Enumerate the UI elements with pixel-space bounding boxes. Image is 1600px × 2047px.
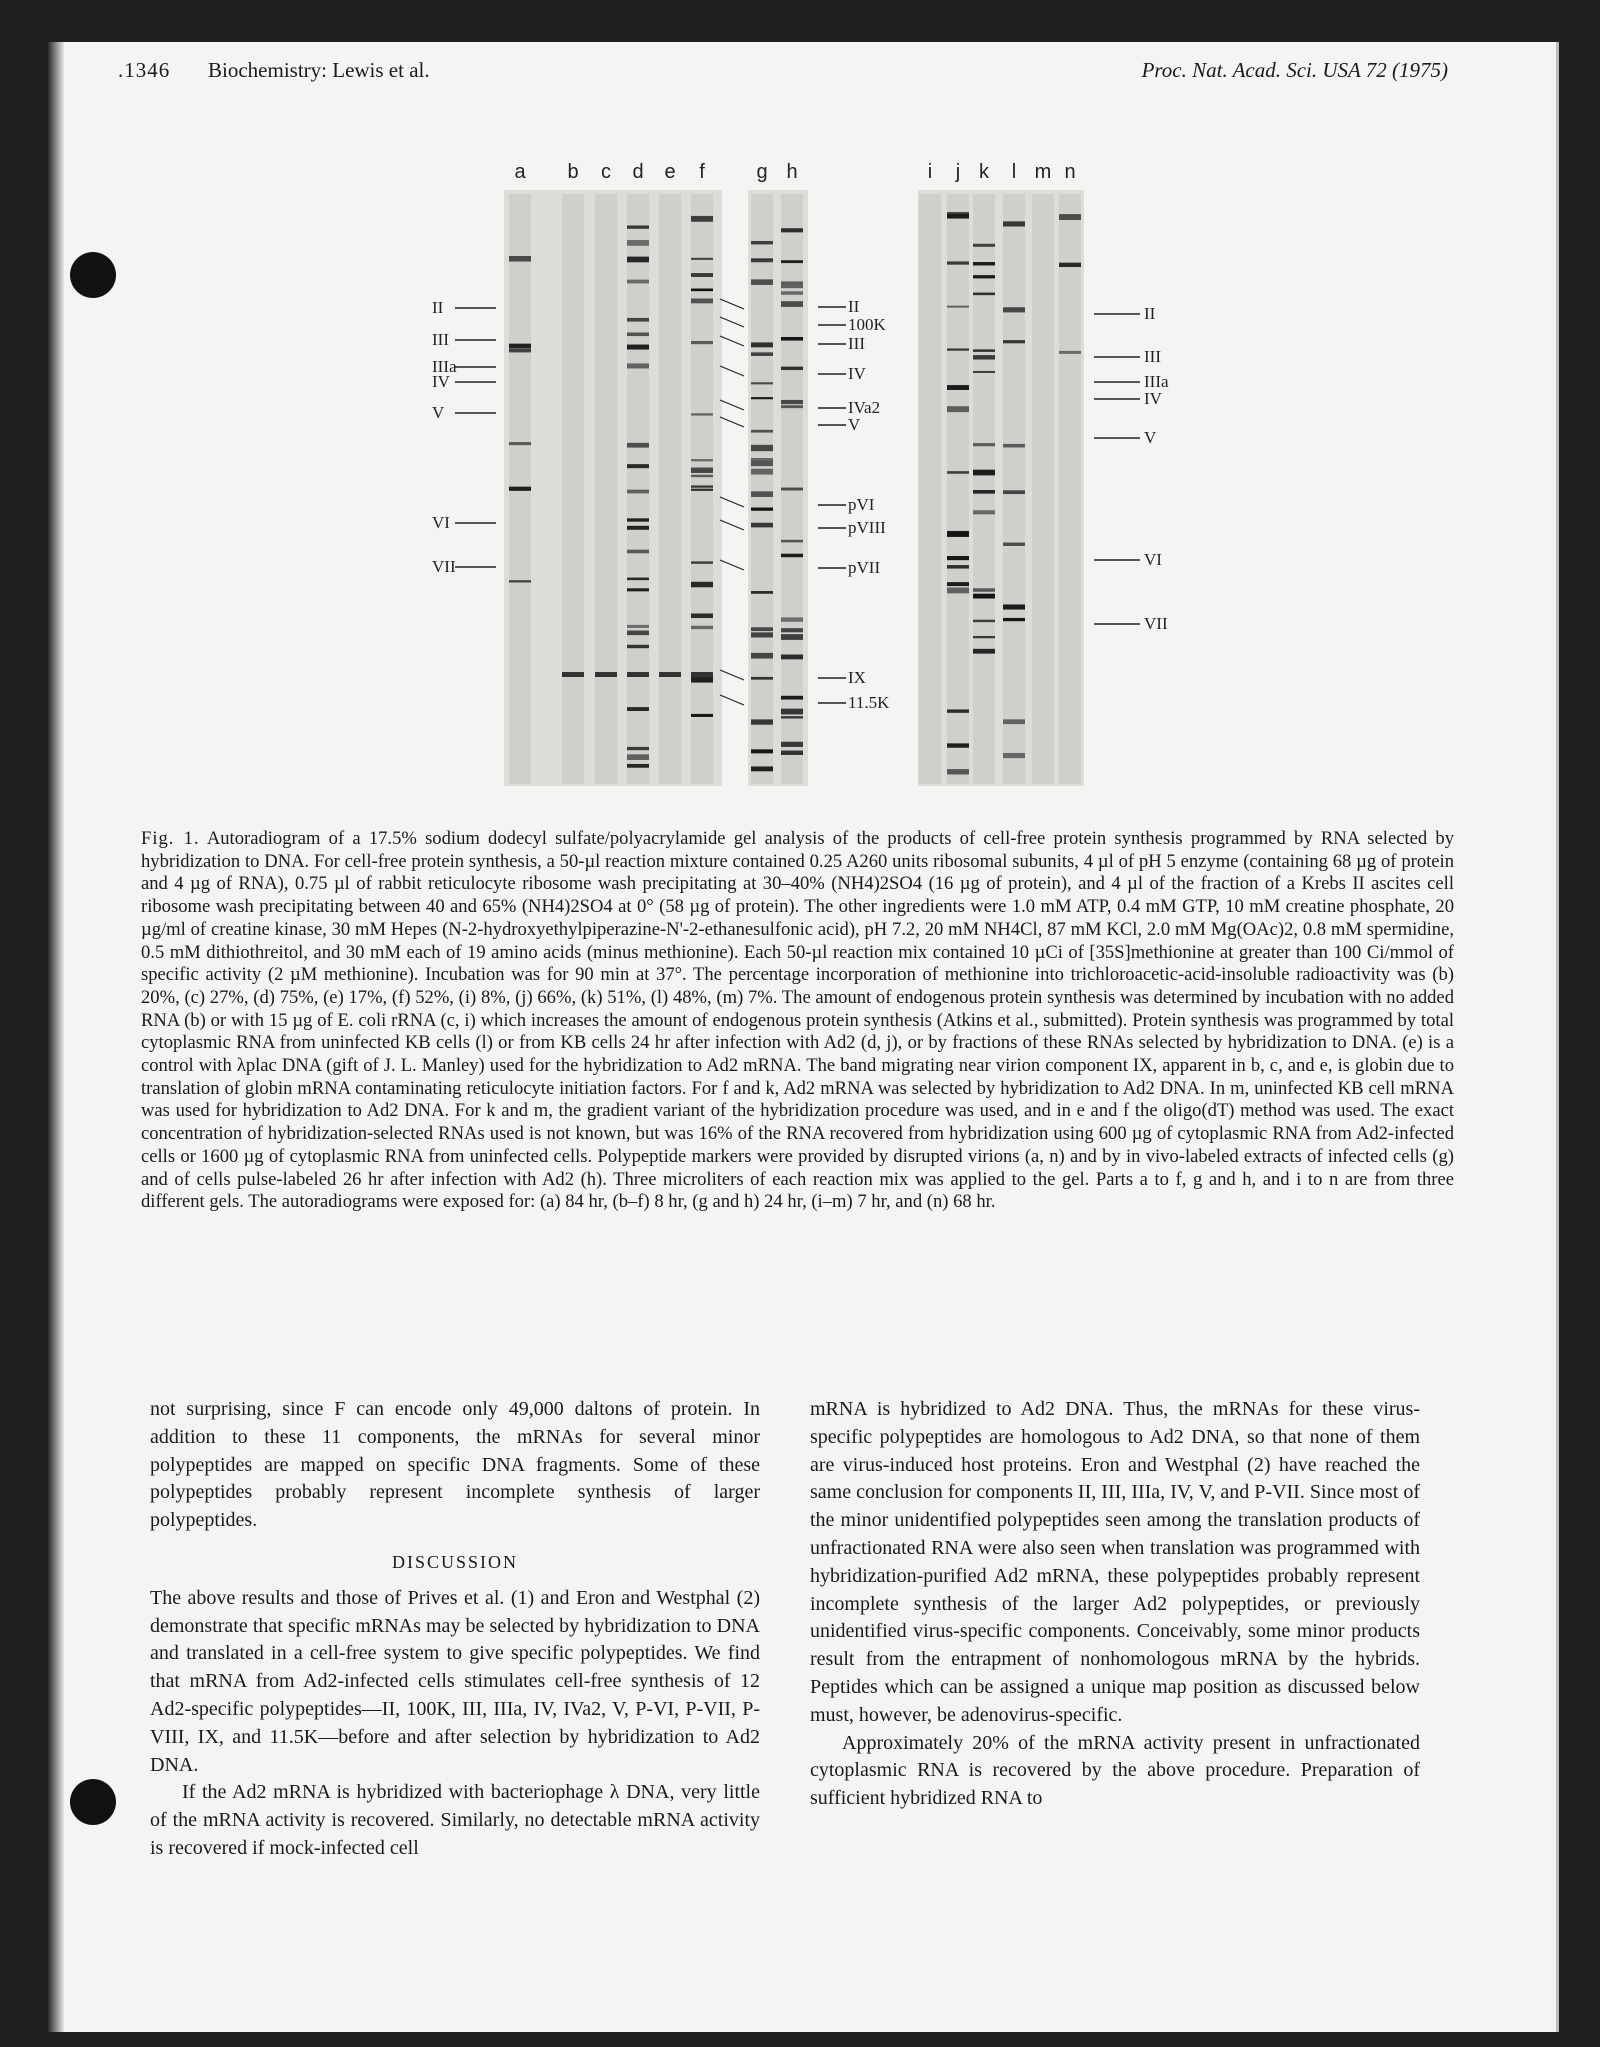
gel-band <box>627 672 649 677</box>
middle-marker-label: IV <box>848 364 866 383</box>
left-marker-label: II <box>432 298 444 317</box>
gel-band <box>973 443 995 446</box>
gel-band <box>781 709 803 715</box>
gel-band <box>973 594 995 599</box>
gel-band <box>973 490 995 494</box>
middle-marker-tick <box>720 336 744 346</box>
gel-band <box>781 228 803 232</box>
gel-band <box>973 470 995 475</box>
lane-label-l: l <box>1011 161 1017 183</box>
gel-band <box>973 349 995 351</box>
gel-band <box>691 258 713 260</box>
lane-k <box>973 194 995 784</box>
gel-band <box>627 332 649 336</box>
gel-band <box>1059 214 1081 220</box>
left-marker-label: V <box>432 403 445 422</box>
gel-band <box>973 293 995 296</box>
gel-band <box>947 709 969 712</box>
gel-band <box>947 588 969 594</box>
gel-band <box>751 653 773 659</box>
gel-band <box>751 382 773 384</box>
gel-band <box>781 716 803 718</box>
gel-band <box>973 275 995 278</box>
gel-band <box>781 400 803 404</box>
gel-band <box>509 344 531 349</box>
gel-band <box>691 413 713 415</box>
lane-label-m: m <box>1034 161 1052 183</box>
gel-band <box>509 487 531 491</box>
gel-band <box>751 446 773 452</box>
gel-band <box>691 273 713 277</box>
gel-band <box>1003 618 1025 621</box>
middle-marker-tick <box>720 497 744 507</box>
lane-m <box>1032 194 1054 784</box>
gel-band <box>509 256 531 262</box>
gel-band <box>627 225 649 228</box>
gel-band <box>509 349 531 353</box>
middle-marker-label: IVa2 <box>848 398 881 417</box>
gel-band <box>947 565 969 568</box>
middle-marker-tick <box>720 366 744 376</box>
middle-marker-tick <box>720 299 744 309</box>
right-marker-label: VII <box>1144 614 1168 633</box>
left-marker-label: IV <box>432 372 450 391</box>
gel-band <box>751 677 773 680</box>
gel-band <box>751 260 773 263</box>
lane-c <box>595 194 617 784</box>
gel-band <box>627 645 649 648</box>
gel-band <box>627 280 649 284</box>
gel-band <box>973 262 995 265</box>
gel-band <box>627 578 649 581</box>
right-paragraph-1: mRNA is hybridized to Ad2 DNA. Thus, the mRNAs for these virus-specific polypeptides are homologous to Ad2 DNA, so that none of them are virus-induced host proteins. Eron and Westphal (2) have reached the same conclusion for components II, III, IIIa, IV, V, and P-VII. Since most of the minor unidentified polypeptides seen among the translation products of unfractionated RNA were also seen when translation was programmed with hybridization-purified Ad2 mRNA, these polypeptides probably represent incomplete synthesis of the larger Ad2 polypeptides, or previously unidentified virus-specific components. Conceivably, some minor products result from the entrapment of nonhomologous mRNA by the hybrids. Peptides which can be assigned a unique map position as discussed below must, however, be adenovirus-specific. <box>810 1398 1420 1726</box>
gel-band <box>627 588 649 591</box>
gel-band <box>691 289 713 292</box>
gel-band <box>947 531 969 537</box>
left-marker-label: VI <box>432 513 450 532</box>
gel-band <box>691 582 713 587</box>
gel-band <box>781 405 803 408</box>
gel-band <box>781 617 803 621</box>
right-column <box>810 1396 1420 1813</box>
lane-label-f: f <box>699 161 705 183</box>
gel-band <box>1003 221 1025 226</box>
gel-band <box>627 257 649 263</box>
gel-band <box>947 214 969 218</box>
gel-band <box>947 556 969 560</box>
middle-marker-tick <box>720 560 744 570</box>
gel-band <box>1003 543 1025 546</box>
gel-band <box>691 468 713 473</box>
gel-band <box>751 342 773 347</box>
gel-band <box>691 298 713 303</box>
gel-band <box>1003 340 1025 343</box>
lane-label-e: e <box>664 161 676 183</box>
gel-band <box>781 488 803 491</box>
gel-band <box>947 348 969 350</box>
middle-marker-tick <box>720 695 744 705</box>
gel-band <box>973 244 995 247</box>
gel-band <box>1059 263 1081 267</box>
gel-band <box>562 672 584 677</box>
lane-label-j: j <box>955 161 961 183</box>
section-heading-discussion: DISCUSSION <box>391 1551 519 1572</box>
gel-band <box>781 696 803 700</box>
gel-band <box>751 767 773 772</box>
gel-band <box>751 523 773 528</box>
gel-band <box>973 649 995 654</box>
lane-label-i: i <box>927 161 933 183</box>
gel-band <box>973 371 995 373</box>
gel-band <box>947 306 969 308</box>
gel-band <box>691 714 713 717</box>
lane-l <box>1003 194 1025 784</box>
gel-band <box>781 554 803 558</box>
gel-band <box>781 634 803 640</box>
gel-autoradiogram <box>370 112 1190 802</box>
gel-band <box>751 461 773 467</box>
left-marker-label: III <box>432 330 449 349</box>
lane-label-g: g <box>756 161 768 183</box>
figure-caption-text: Autoradiogram of a 17.5% sodium dodecyl sulfate/polyacrylamide gel analysis of the products of cell-free protein synthesis programmed by RNA selected by hybridization to DNA. For cell-free protein synthesis, a 50-µl reaction mixture contained 0.25 A260 units ribosomal subunits, 4 µl of pH 5 enzyme (containing 68 µg of protein and 4 µg of RNA), 0.75 µl of rabbit reticulocyte ribosome wash precipitating at 30–40% (NH4)2SO4 (16 µg of protein), and 4 µl of the fraction of a Krebs II ascites cell ribosome wash precipitating between 40 and 65% (NH4)2SO4 at 0° (58 µg of protein). The other ingredients were 1.0 mM ATP, 0.4 mM GTP, 10 mM creatine phosphate, 20 µg/ml of creatine kinase, 30 mM Hepes (N-2-hydroxyethylpiperazine-N'-2-ethanesulfonic acid), pH 7.2, 20 mM NH4Cl, 87 mM KCl, 2.0 mM Mg(OAc)2, 0.8 mM spermidine, 0.5 mM dithiothreitol, and 30 mM each of 19 amino acids (minus methionine). Each 50-µl reaction mix contained 10 µCi of [35S]methionine at greater than 100 Ci/mmol of specific activity (2 µM methionine). Incubation was for 90 min at 37°. The percentage incorporation of methionine into trichloroacetic-acid-insoluble radioactivity was (b) 20%, (c) 27%, (d) 75%, (e) 17%, (f) 52%, (i) 8%, (j) 66%, (k) 51%, (l) 48%, (m) 7%. The amount of endogenous protein synthesis was determined by incubation with no added RNA (b) or with 15 µg of E. coli rRNA (c, i) which increases the amount of endogenous protein synthesis (Atkins et al., submitted). Protein synthesis was programmed by total cytoplasmic RNA from uninfected KB cells (l) or from KB cells 24 hr after infection with Ad2 (d, j), or by fractions of these RNAs selected by hybridization to DNA. (e) is a control with λplac DNA (gift of J. L. Manley) used for the hybridization to Ad2 mRNA. The band migrating near virion component IX, apparent in b, c, and e, is globin due to translation of globin mRNA contaminating reticulocyte initiation factors. For f and k, Ad2 mRNA was selected by hybridization to Ad2 DNA. In m, uninfected KB cell mRNA was used for hybridization to Ad2 DNA. For k and m, the gradient variant of the hybridization procedure was used, and in e and f the oligo(dT) method was used. The exact concentration of hybridization-selected RNAs used is not known, but was 16% of the RNA recovered from hybridization using 600 µg of cytoplasmic RNA from Ad2-infected cells or 1600 µg of cytoplasmic RNA from uninfected cells. Polypeptide markers were provided by disrupted virions (a, n) and by in vivo-labeled extracts of infected cells (g) and of cells pulse-labeled 26 hr after infection with Ad2 (h). Three microliters of each reaction mix was applied to the gel. Parts a to f, g and h, and i to n are from three different gels. The autoradiograms were exposed for: (a) 84 hr, (b–f) 8 hr, (g and h) 24 hr, (i–m) 7 hr, and (n) 68 hr. <box>141 828 1454 1213</box>
right-marker-label: VI <box>1144 550 1162 569</box>
middle-marker-label: V <box>848 415 861 434</box>
gel-band <box>751 397 773 399</box>
gel-band <box>751 241 773 244</box>
right-marker-label: IIIa <box>1144 372 1169 391</box>
gel-band <box>627 764 649 768</box>
lane-label-k: k <box>979 161 989 183</box>
gel-band <box>947 261 969 264</box>
gel-band <box>1003 719 1025 724</box>
gel-band <box>691 672 713 677</box>
gel-band <box>751 720 773 724</box>
figure-caption <box>141 828 1454 1214</box>
gel-band <box>691 613 713 618</box>
gel-band <box>973 636 995 638</box>
gel-band <box>751 352 773 356</box>
binder-hole-bottom <box>70 1779 116 1825</box>
middle-marker-tick <box>720 400 744 410</box>
left-paragraph-3: If the Ad2 mRNA is hybridized with bacteriophage λ DNA, very little of the mRNA activity is recovered. Similarly, no detectable mRNA activity is recovered if mock-infected cell <box>150 1781 760 1859</box>
gel-band <box>627 318 649 322</box>
gel-band <box>947 406 969 412</box>
lane-e <box>659 194 681 784</box>
right-marker-label: V <box>1144 428 1157 447</box>
gel-band <box>781 751 803 755</box>
gel-band <box>509 580 531 582</box>
lane-label-n: n <box>1064 161 1076 183</box>
right-marker-label: IV <box>1144 389 1162 408</box>
gel-autoradiogram-figure <box>370 112 1190 802</box>
middle-marker-label: pVI <box>848 495 875 514</box>
middle-marker-tick <box>720 520 744 530</box>
gel-band <box>627 631 649 636</box>
gel-band <box>751 469 773 475</box>
gel-band <box>781 260 803 263</box>
lane-i <box>919 194 941 784</box>
gel-band <box>751 632 773 637</box>
right-paragraph-2: Approximately 20% of the mRNA activity present in unfractionated cytoplasmic RNA is recovered by the above procedure. Preparation of sufficient hybridized RNA to <box>810 1731 1420 1810</box>
gel-band <box>781 655 803 660</box>
journal-citation: Proc. Nat. Acad. Sci. USA 72 (1975) <box>1141 58 1448 82</box>
left-paragraph-2: The above results and those of Prives et al. (1) and Eron and Westphal (2) demonstrate that specific mRNAs may be selected by hybridization to DNA and translated in a cell-free system to give specific polypeptides. We find that mRNA from Ad2-infected cells stimulates cell-free synthesis of 12 Ad2-specific polypeptides—II, 100K, III, IIIa, IV, IVa2, V, P-VI, P-VII, P-VIII, IX, and 11.5K—before and after selection by hybridization to Ad2 DNA. <box>150 1586 760 1776</box>
right-marker-label: II <box>1144 304 1156 323</box>
middle-marker-label: II <box>848 297 860 316</box>
gel-band <box>1003 444 1025 448</box>
gel-band <box>781 337 803 341</box>
gel-band <box>659 672 681 677</box>
gel-band <box>1003 307 1025 312</box>
gel-band <box>691 489 713 491</box>
gel-band <box>781 291 803 295</box>
middle-marker-label: IX <box>848 668 866 687</box>
gel-band <box>973 588 995 591</box>
gel-band <box>627 443 649 448</box>
gel-band <box>627 707 649 711</box>
gel-band <box>781 742 803 747</box>
gel-band <box>973 620 995 622</box>
lane-n <box>1059 194 1081 784</box>
gel-band <box>751 627 773 631</box>
lane-b <box>562 194 584 784</box>
middle-marker-label: pVII <box>848 558 881 577</box>
gel-band <box>691 626 713 629</box>
middle-marker-label: 100K <box>848 315 886 334</box>
scan-edge <box>48 42 64 2032</box>
gel-band <box>691 561 713 563</box>
middle-marker-label: 11.5K <box>848 693 890 712</box>
gel-band <box>781 540 803 543</box>
left-column <box>150 1396 760 1863</box>
gel-band <box>947 385 969 389</box>
gel-band <box>595 672 617 677</box>
gel-band <box>751 749 773 753</box>
figure-label: Fig. 1. <box>141 828 200 849</box>
middle-marker-tick <box>720 670 744 680</box>
lane-label-c: c <box>601 161 611 183</box>
gel-band <box>627 464 649 468</box>
gel-band <box>509 442 531 445</box>
gel-band <box>627 490 649 494</box>
gel-band <box>751 508 773 511</box>
gel-band <box>691 475 713 478</box>
middle-marker-tick <box>720 317 744 327</box>
gel-band <box>751 430 773 433</box>
gel-band <box>751 491 773 497</box>
middle-marker-tick <box>720 417 744 427</box>
gel-band <box>691 341 713 344</box>
left-marker-label: IIIa <box>432 357 457 376</box>
lane-j <box>947 194 969 784</box>
lane-label-d: d <box>632 161 644 183</box>
page-number: .1346 <box>118 58 171 82</box>
gel-band <box>781 628 803 632</box>
gel-band <box>781 301 803 307</box>
gel-band <box>627 754 649 760</box>
gel-band <box>973 510 995 514</box>
gel-band <box>691 217 713 222</box>
gel-band <box>751 459 773 461</box>
gel-band <box>627 518 649 521</box>
running-title: Biochemistry: Lewis et al. <box>208 58 430 82</box>
gel-band <box>1003 604 1025 609</box>
gel-band <box>973 355 995 359</box>
gel-band <box>627 550 649 554</box>
gel-band <box>627 747 649 750</box>
gel-band <box>627 625 649 628</box>
gel-band <box>781 281 803 285</box>
gel-band <box>751 591 773 594</box>
running-header <box>118 58 1448 88</box>
gel-band <box>751 279 773 285</box>
gel-band <box>1059 351 1081 354</box>
gel-band <box>947 582 969 586</box>
lane-label-b: b <box>567 161 579 183</box>
middle-marker-label: pVIII <box>848 518 886 537</box>
gel-band <box>691 677 713 682</box>
left-marker-label: VII <box>432 557 456 576</box>
gel-band <box>691 459 713 461</box>
binder-hole-top <box>70 252 116 298</box>
lane-label-h: h <box>786 161 798 183</box>
gel-band <box>1003 490 1025 494</box>
gel-band <box>691 485 713 487</box>
gel-band <box>947 743 969 747</box>
gel-band <box>947 769 969 774</box>
middle-marker-label: III <box>848 334 865 353</box>
gel-band <box>627 240 649 246</box>
gel-band <box>1003 753 1025 758</box>
gel-band <box>781 367 803 370</box>
right-marker-label: III <box>1144 347 1161 366</box>
gel-band <box>627 363 649 368</box>
gel-band <box>627 526 649 530</box>
gel-band <box>627 345 649 350</box>
lane-label-a: a <box>514 161 526 183</box>
gel-band <box>947 471 969 474</box>
left-paragraph-1: not surprising, since F can encode only 49,000 daltons of protein. In addition to these 11 components, the mRNAs for several minor polypeptides are mapped on specific DNA fragments. Some of these polypeptides probably represent incomplete synthesis of larger polypeptides. <box>150 1398 760 1532</box>
